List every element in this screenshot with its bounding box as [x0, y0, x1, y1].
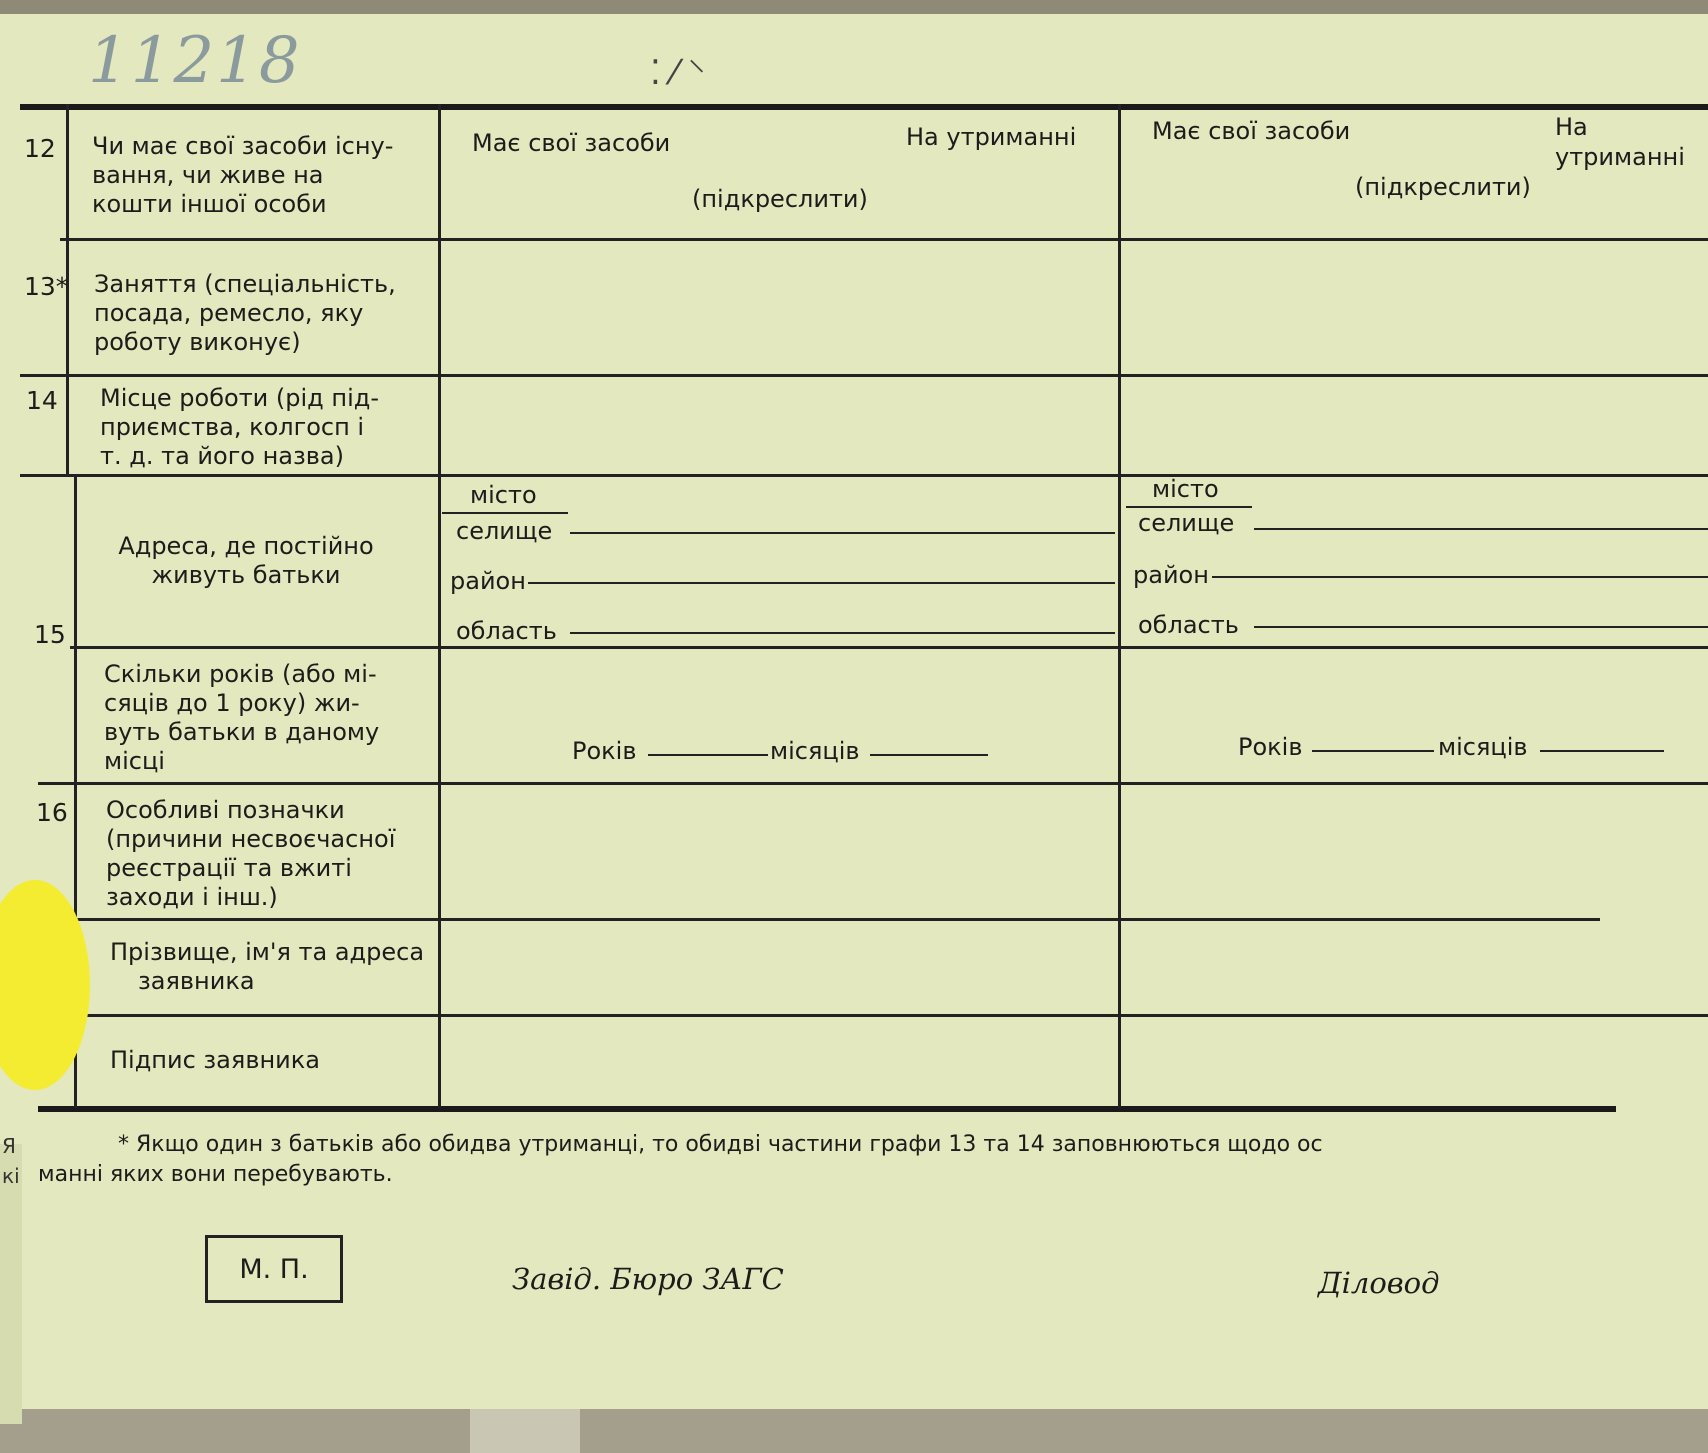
applicant-label: Прізвище, ім'я та адреса заявника	[110, 938, 425, 995]
settlement-left: селище	[456, 517, 553, 545]
signature-label: Підпис заявника	[110, 1046, 320, 1074]
stamp-place-box: М. П.	[205, 1235, 343, 1303]
own-means-right: Має свої засоби	[1152, 117, 1351, 145]
row-15-number: 15	[34, 620, 66, 649]
region-left: область	[456, 617, 557, 645]
underline-note-left: (підкреслити)	[692, 185, 868, 213]
underlying-paper-light	[470, 1409, 580, 1453]
footnote-line1: * Якщо один з батьків або обидва утриманці, то обидві частини графи 13 та 14 заповнюються щодо ос	[118, 1132, 1323, 1157]
underlying-paper	[0, 1409, 1708, 1453]
row-12-label: Чи має свої засоби існу- вання, чи живе на кошти іншої особи	[92, 132, 394, 218]
handwritten-number: 11218	[88, 24, 302, 98]
edge-letter-2: кі	[2, 1164, 20, 1188]
dependent-left: На утриманні	[906, 123, 1077, 151]
months-left: місяців	[770, 737, 860, 765]
underline-note-right: (підкреслити)	[1355, 173, 1531, 201]
row-14-number: 14	[26, 386, 58, 415]
city-right: місто	[1152, 475, 1219, 503]
years-right: Років	[1238, 733, 1303, 761]
head-of-bureau: Завід. Бюро ЗАГС	[512, 1262, 784, 1296]
edge-letter-1: Я	[2, 1134, 16, 1158]
pencil-mark: ⁚ ⁄ ⸌	[650, 53, 706, 93]
row-13-number: 13*	[24, 272, 69, 301]
row-14-label: Місце роботи (рід під- приємства, колгосп і т. д. та його назва)	[100, 384, 380, 470]
row-13-label: Заняття (спеціальність, посада, ремесло, яку роботу виконує)	[94, 270, 396, 356]
row-16-number: 16	[36, 798, 68, 827]
own-means-left: Має свої засоби	[472, 129, 671, 157]
region-right: область	[1138, 611, 1239, 639]
row-16-label: Особливі позначки (причини несвоєчасної реєстрації та вжиті заходи і інш.)	[106, 796, 396, 911]
footnote-line2: манні яких вони перебувають.	[38, 1162, 393, 1187]
clerk: Діловод	[1318, 1266, 1440, 1300]
years-label: Скільки років (або мі- сяців до 1 року) жи- вуть батьки в даному місці	[104, 660, 380, 775]
row-12-number: 12	[24, 134, 56, 163]
city-left: місто	[470, 481, 537, 509]
dependent-right: На утриманні	[1555, 113, 1685, 171]
district-left: район	[450, 567, 526, 595]
months-right: місяців	[1438, 733, 1528, 761]
years-left: Років	[572, 737, 637, 765]
address-label: Адреса, де постійно живуть батьки	[118, 532, 374, 589]
settlement-right: селище	[1138, 509, 1235, 537]
district-right: район	[1133, 561, 1209, 589]
